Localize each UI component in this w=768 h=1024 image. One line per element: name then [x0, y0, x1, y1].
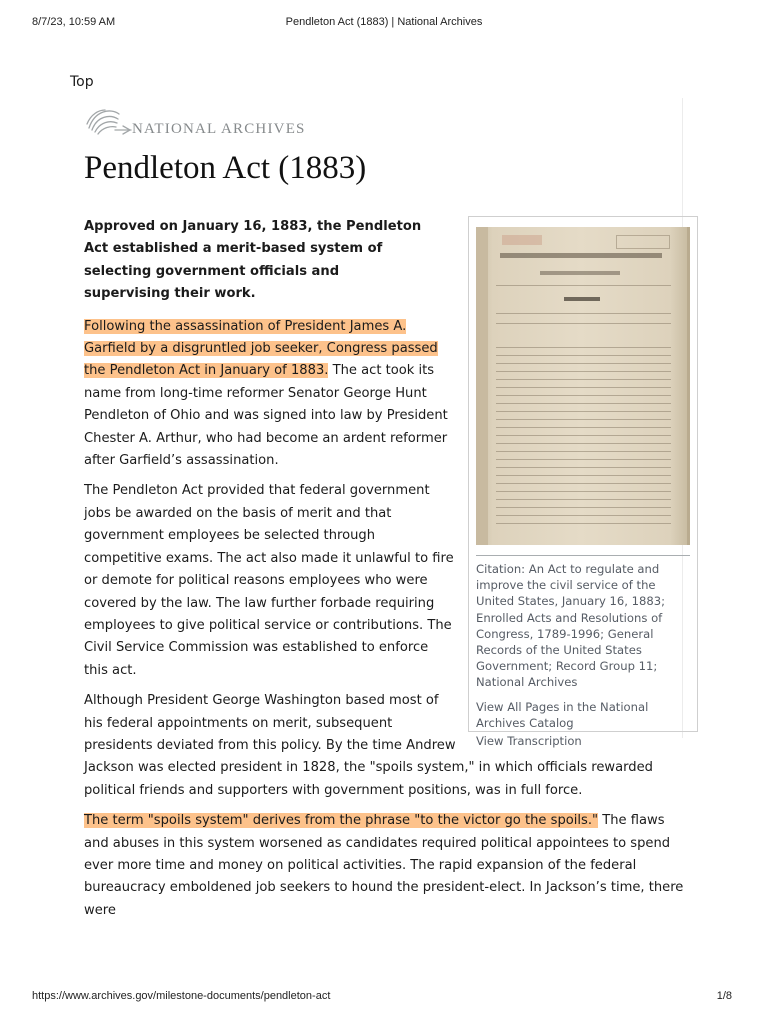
view-all-pages-link[interactable]: View All Pages in the National Archives Catalog — [476, 699, 649, 730]
print-page-number: 1/8 — [716, 990, 732, 1002]
document-script-line — [496, 451, 671, 452]
article-body — [84, 216, 690, 930]
document-script-line — [496, 475, 671, 476]
document-fold — [476, 227, 488, 545]
document-act-line — [564, 297, 600, 301]
document-script-line — [496, 435, 671, 436]
print-footer — [32, 990, 736, 1004]
document-script-line — [496, 467, 671, 468]
document-script-line — [496, 403, 671, 404]
print-datetime: 8/7/23, 10:59 AM — [32, 16, 116, 28]
paragraph-3: Although President George Washington based most of his federal appointments on merit, subsequent presidents deviated from this policy. By the time Andrew Jackson was elected president in 1828, the "spoils system," in which officials rewarded political friends and supporters with government positions, was in full force. — [84, 693, 653, 798]
document-image[interactable] — [476, 227, 690, 545]
figure-citation: Citation: An Act to regulate and improve the civil service of the United States, January 16, 1883; Enrolled Acts and Resolutions of Congress, 1789-1996; General Records of the United States Government; Record Group 11; National Archives — [476, 562, 666, 690]
lead-paragraph: Approved on January 16, 1883, the Pendleton Act established a merit-based system of selecting government officials and supervising their work. — [84, 219, 422, 302]
figure-divider — [476, 555, 690, 556]
document-script-line — [496, 419, 671, 420]
view-transcription-link[interactable]: View Transcription — [476, 734, 582, 749]
document-script-line — [496, 499, 671, 500]
paragraph-4 — [84, 810, 690, 922]
document-script-line — [496, 507, 671, 508]
document-script-line — [496, 323, 671, 324]
document-script-line — [496, 523, 671, 524]
document-script-line — [496, 459, 671, 460]
document-script-line — [496, 379, 671, 380]
document-stamp — [616, 235, 670, 249]
document-subheading-line — [540, 271, 620, 275]
document-script-line — [496, 347, 671, 348]
document-script-line — [496, 387, 671, 388]
document-script-line — [496, 355, 671, 356]
document-mark — [502, 235, 542, 245]
national-archives-logo[interactable] — [85, 106, 325, 140]
print-page-title: Pendleton Act (1883) | National Archives — [285, 16, 483, 28]
paragraph-text: The act took its name from long-time reformer Senator George Hunt Pendleton of Ohio and was signed into law by President Chester A. Arthur, who had become an ardent reformer after Garfield’s assassination. — [84, 363, 448, 469]
paragraph-2: The Pendleton Act provided that federal government jobs be awarded on the basis of merit and that government employees be selected through competitive exams. The act also made it unlawful to fire or demote for political reasons employees who were covered by the law. The law further forbade requiring employees to give political service or contributions. The Civil Service Commission was established to enforce this act. — [84, 483, 454, 678]
document-figure — [468, 216, 698, 749]
document-script-line — [496, 427, 671, 428]
document-script-line — [496, 285, 671, 286]
document-script-line — [496, 363, 671, 364]
eagle-icon — [85, 106, 133, 140]
page-title: Pendleton Act (1883) — [84, 150, 367, 186]
document-script-line — [496, 483, 671, 484]
logo-text: NATIONAL ARCHIVES — [132, 121, 306, 137]
print-url: https://www.archives.gov/milestone-documents/pendleton-act — [32, 990, 331, 1002]
document-script-line — [496, 491, 671, 492]
document-script-line — [496, 313, 671, 314]
document-script-line — [496, 443, 671, 444]
highlighted-text: The term "spoils system" derives from the phrase "to the victor go the spoils." — [84, 813, 599, 829]
highlighted-text: Following the assassination of President James A. Garfield by a disgruntled job seeker, Congress passed the Pendleton Act in January of 1883. — [84, 318, 438, 379]
document-heading-line — [500, 253, 662, 258]
document-script-line — [496, 395, 671, 396]
document-script-line — [496, 411, 671, 412]
print-header — [32, 16, 736, 30]
paragraph-text: The flaws and abuses in this system worsened as candidates required political appointees to spend ever more time and money on political activities. The rapid expansion of the federal bureaucracy emboldened job seekers to hound the president-elect. In Jackson’s time, there were — [84, 813, 684, 918]
top-link[interactable]: Top — [70, 74, 94, 90]
document-script-line — [496, 515, 671, 516]
document-script-line — [496, 371, 671, 372]
